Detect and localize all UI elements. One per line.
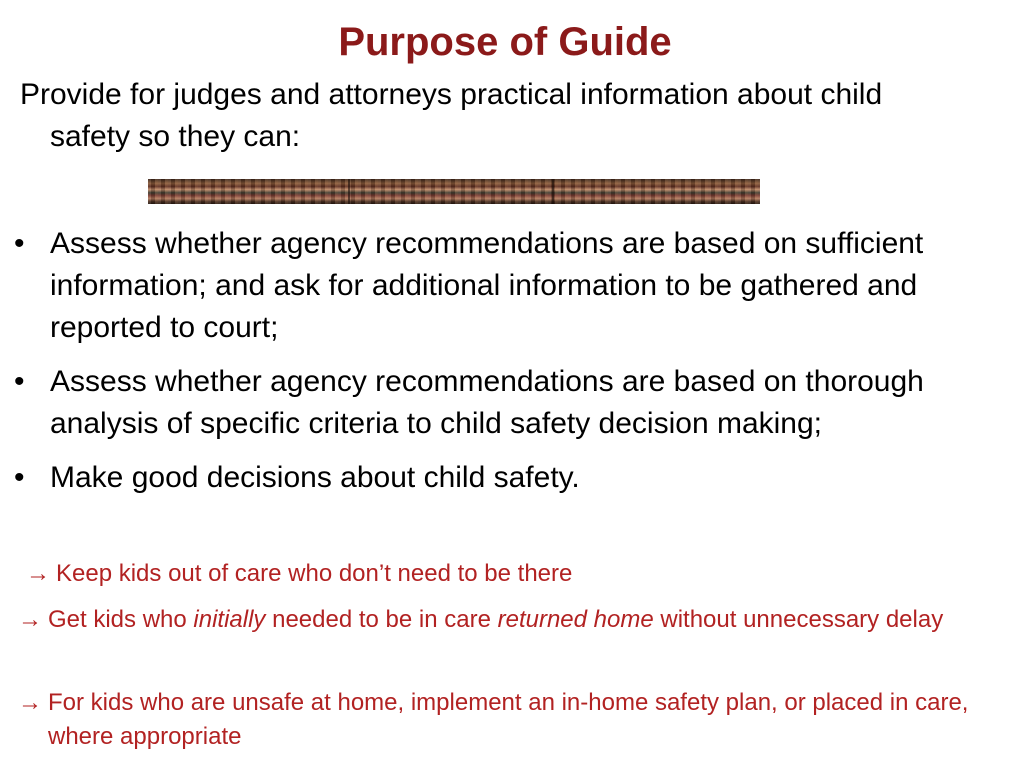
arrow-right-icon: →	[26, 560, 50, 587]
sub-point-text: Keep kids out of care who don’t need to be there	[56, 560, 573, 587]
bullet-item	[14, 457, 1004, 499]
bullet-item	[14, 223, 1004, 349]
sub-point-in-home-safety	[18, 686, 1024, 754]
bullet-icon: •	[14, 461, 25, 494]
bullet-text: Assess whether agency recommendations are based on sufficient information; and ask for additional information to be gathered and reported to court;	[50, 227, 924, 344]
sub-point-return-home	[18, 603, 1024, 637]
bullet-list	[14, 223, 1004, 511]
emphasis-initially: initially	[193, 606, 266, 633]
decorative-banner-image	[148, 179, 760, 204]
slide-title: Purpose of Guide	[338, 20, 672, 64]
sub-point-keep-kids-out	[26, 557, 1016, 591]
bullet-text: Make good decisions about child safety.	[50, 461, 580, 494]
bullet-icon: •	[14, 227, 25, 260]
sub-point-text: needed to be in care	[265, 606, 498, 633]
bullet-item	[14, 361, 1004, 445]
sub-point-text: For kids who are unsafe at home, implement an in-home safety plan, or placed in care, where appropriate	[48, 689, 969, 750]
arrow-right-icon: →	[18, 689, 42, 716]
emphasis-returned-home: returned home	[497, 606, 654, 633]
sub-point-text: without unnecessary delay	[653, 606, 944, 633]
bullet-text: Assess whether agency recommendations are based on thorough analysis of specific criteria to child safety decision making;	[50, 365, 924, 440]
bullet-icon: •	[14, 365, 25, 398]
sub-point-text: Get kids who	[48, 606, 194, 633]
intro-text: Provide for judges and attorneys practical information about child safety so they can:	[20, 78, 883, 153]
arrow-right-icon: →	[18, 606, 42, 633]
